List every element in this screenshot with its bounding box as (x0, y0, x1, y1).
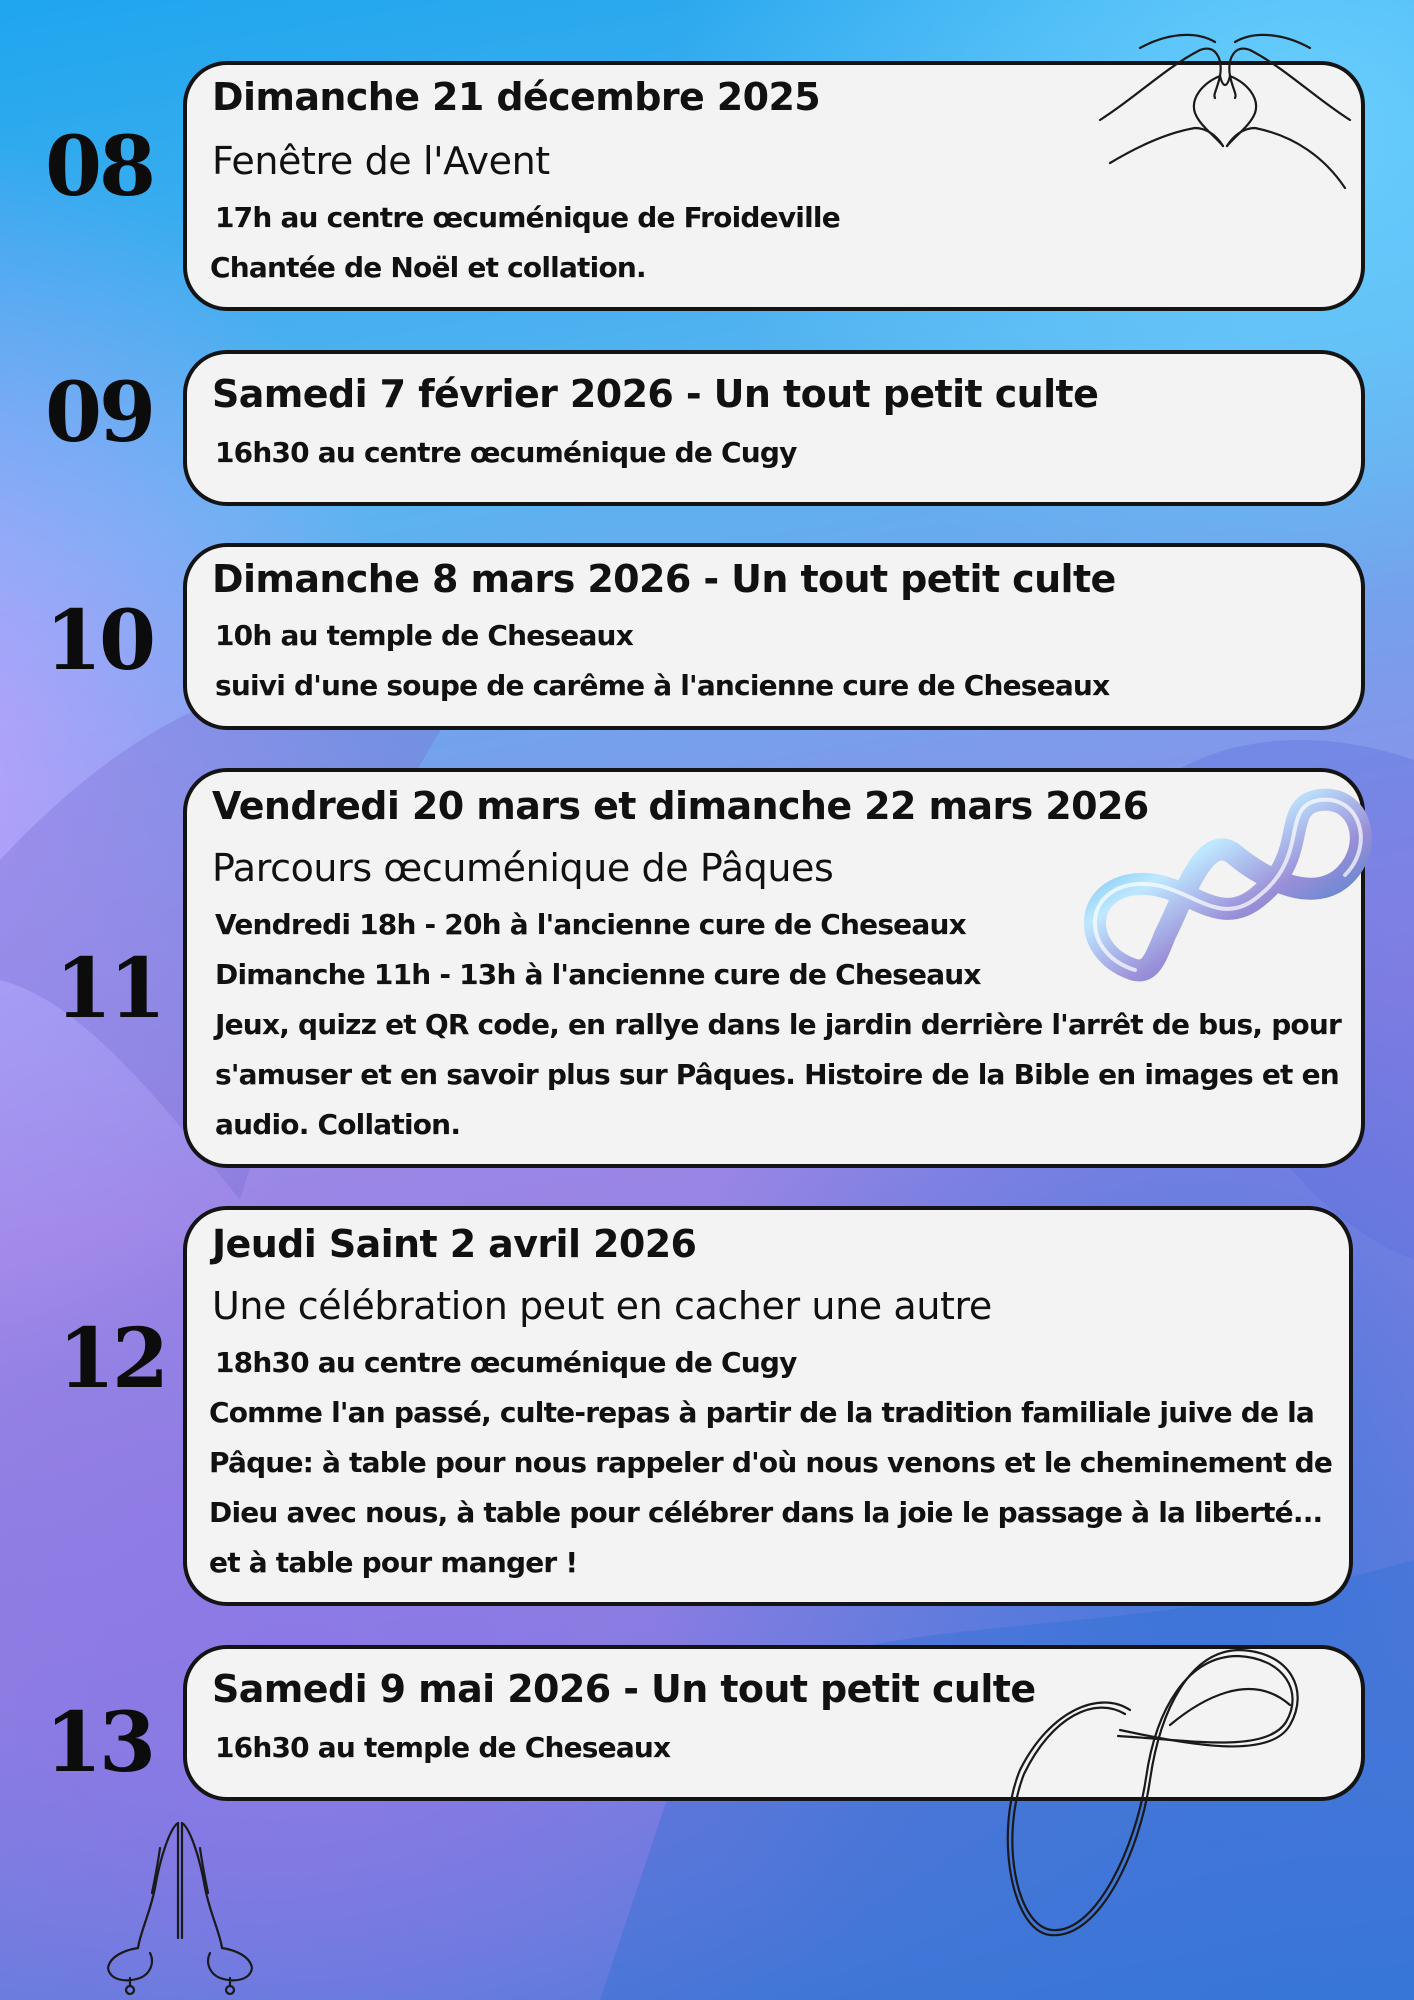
event-date-title: Vendredi 20 mars et dimanche 22 mars 2026 (212, 784, 1149, 828)
event-detail-line: Pâque: à table pour nous rappeler d'où nous venons et le cheminement de (209, 1446, 1333, 1479)
praying-hands-icon (100, 1818, 260, 1998)
event-card (183, 1206, 1353, 1606)
event-detail-line: 18h30 au centre œcuménique de Cugy (215, 1346, 797, 1379)
event-detail-line: audio. Collation. (215, 1108, 461, 1141)
event-date-title: Samedi 7 février 2026 - Un tout petit culte (212, 372, 1099, 416)
event-number: 12 (58, 1311, 167, 1407)
event-subtitle: Une célébration peut en cacher une autre (212, 1284, 992, 1328)
event-detail-line: et à table pour manger ! (209, 1546, 578, 1579)
event-date-title: Jeudi Saint 2 avril 2026 (212, 1222, 697, 1266)
infinity-ribbon-icon (1075, 785, 1375, 995)
event-number: 10 (45, 593, 154, 689)
event-detail-line: 16h30 au centre œcuménique de Cugy (215, 436, 797, 469)
event-date-title: Dimanche 21 décembre 2025 (212, 75, 821, 119)
event-detail-line: 17h au centre œcuménique de Froideville (215, 201, 840, 234)
event-detail-line: s'amuser et en savoir plus sur Pâques. Histoire de la Bible en images et en (215, 1058, 1339, 1091)
event-number: 13 (45, 1695, 154, 1791)
event-detail-line: Comme l'an passé, culte-repas à partir de la tradition familiale juive de la (209, 1396, 1314, 1429)
event-detail-line: 10h au temple de Cheseaux (215, 619, 633, 652)
event-number: 11 (55, 941, 164, 1037)
heart-hands-icon (1095, 28, 1355, 198)
event-card (183, 543, 1365, 730)
event-number: 08 (45, 119, 154, 215)
event-card (183, 350, 1365, 506)
event-detail-line: suivi d'une soupe de carême à l'ancienne cure de Cheseaux (215, 669, 1110, 702)
event-date-title: Dimanche 8 mars 2026 - Un tout petit culte (212, 557, 1116, 601)
event-subtitle: Fenêtre de l'Avent (212, 139, 550, 183)
event-subtitle: Parcours œcuménique de Pâques (212, 846, 834, 890)
event-detail-line: Dimanche 11h - 13h à l'ancienne cure de Cheseaux (215, 958, 981, 991)
event-number: 09 (45, 365, 154, 461)
event-detail-line: 16h30 au temple de Cheseaux (215, 1731, 671, 1764)
event-detail-line: Chantée de Noël et collation. (210, 251, 646, 284)
event-detail-line: Vendredi 18h - 20h à l'ancienne cure de Cheseaux (215, 908, 966, 941)
event-detail-line: Jeux, quizz et QR code, en rallye dans le jardin derrière l'arrêt de bus, pour (215, 1008, 1342, 1041)
event-date-title: Samedi 9 mai 2026 - Un tout petit culte (212, 1667, 1036, 1711)
event-detail-line: Dieu avec nous, à table pour célébrer dans la joie le passage à la liberté... (209, 1496, 1323, 1529)
infinity-scribble-icon (990, 1630, 1320, 1950)
